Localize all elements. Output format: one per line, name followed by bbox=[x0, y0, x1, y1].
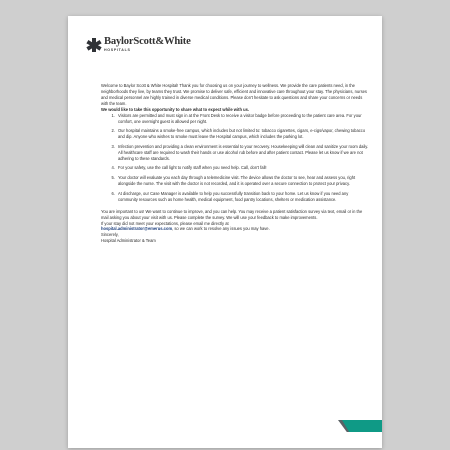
letter-body bbox=[101, 83, 369, 244]
list-item: 2. Our hospital maintains a smoke-free campus, which includes but not limited to: tobacco cigarettes, cigars, e-cigs/vapor, chewing tobacco and dip. Anyone who wishes to smoke must leave the Hospital campus, which includes the parking lot. bbox=[116, 128, 369, 140]
contact-paragraph bbox=[101, 221, 369, 233]
hospital-logo bbox=[86, 37, 191, 53]
expectations-list bbox=[101, 113, 369, 203]
contact-text: If your stay did not meet your expectations, please email me directly at bbox=[101, 220, 229, 226]
letter-page bbox=[68, 16, 382, 448]
lead-sentence: We would like to take this opportunity to share what to expect while with us. bbox=[101, 106, 249, 112]
list-item: 3. Infection prevention and providing a clean environment is essential to your recovery. Housekeeping will clean and sanitize your room daily. All healthcare staff are required to wash their hands or use alcohol rub before and after patient contact. Please let us know if we are not adhering to these standards. bbox=[116, 144, 369, 162]
logo-wordmark: BaylorScott&White bbox=[104, 36, 191, 48]
list-item: 6. At discharge, our Case Manager is available to help you successfully transition back to your home. Let us know if you need any community resources such as home health, medical equipment, food pantry locations, shelters or medication assistance. bbox=[116, 191, 369, 203]
administrator-email-link[interactable]: hospital.administrator@emerus.com bbox=[101, 226, 173, 232]
cross-logo-icon bbox=[86, 37, 102, 53]
logo-subtitle: HOSPITALS bbox=[104, 48, 131, 52]
survey-paragraph: You are important to us! We want to continue to improve, and you can help. You may receive a patient satisfaction survey via text, email or in the mail asking you about your visit with us. Please complete the survey. We will use your feedback to make improvements. bbox=[101, 208, 363, 220]
list-item: 5. Your doctor will evaluate you each day through a telemedicine visit. The device allows the doctor to see, hear and assess you, right alongside the nurse. The visit with the doctor is not recorded, and it is operated over a secure connection to protect your privacy. bbox=[116, 175, 369, 187]
list-item: 1. Visitors are permitted and must sign in at the Front Desk to receive a visitor badge before proceeding to the patient care area. For your comfort, one overnight guest is allowed per night. bbox=[116, 113, 369, 125]
closing-salutation: Sincerely, bbox=[101, 232, 119, 238]
list-item: 4. For your safety, use the call light to notify staff when you need help. Call, don't fall! bbox=[116, 165, 369, 171]
signature: Hospital Administrator & Team bbox=[101, 238, 156, 244]
contact-text-end: , so we can work to resolve any issues you may have. bbox=[172, 226, 270, 232]
intro-paragraph: Welcome to Baylor Scott & White Hospital! Thank you for choosing us on your journey to wellness. We provide the care patients need, in the neighborhoods they live, by teams they trust. We promise to deliver safe, efficient and innovative care throughout your stay. The physicians, nurses and medical personnel are highly trained in diverse medical conditions. Please don't hesitate to ask questions and share your concerns or needs with the team. bbox=[101, 83, 367, 106]
